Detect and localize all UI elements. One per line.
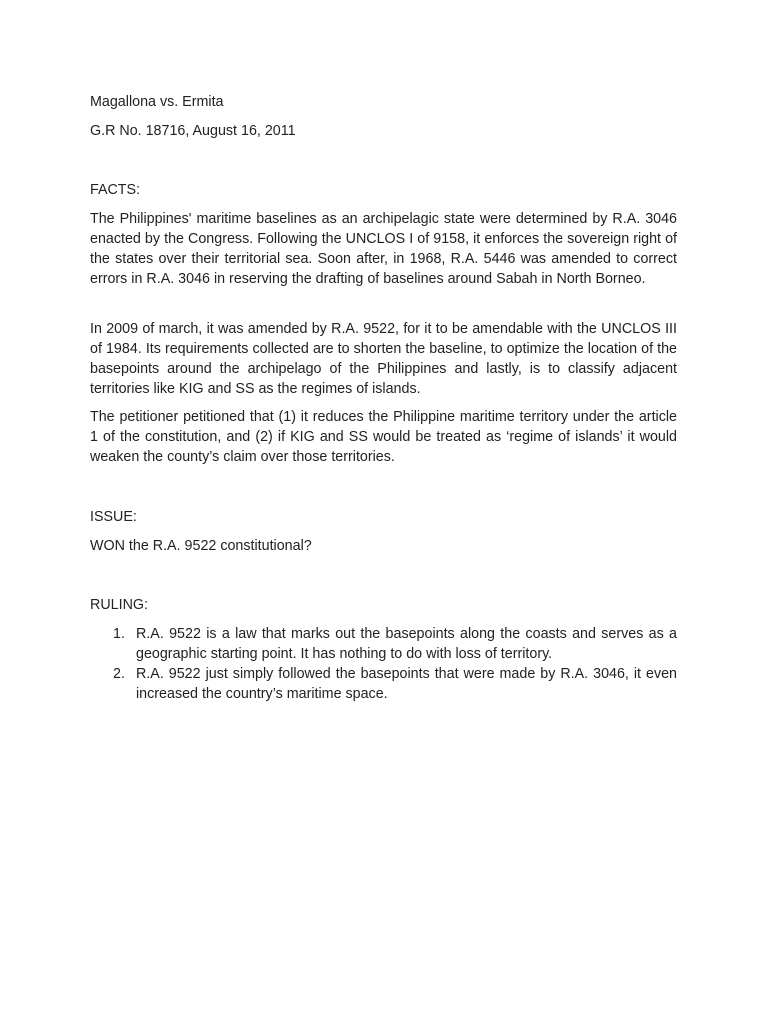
ruling-heading: RULING: [90, 597, 148, 613]
facts-paragraph-2: In 2009 of march, it was amended by R.A. 9522, for it to be amendable with the UNCLOS III of 1984. Its requirements collected are to shorten the baseline, to optimize the location of the basepoints around the archipelago of the Philippines and lastly, is to classify adjacent territories like KIG and SS as the regimes of islands. [90, 321, 677, 397]
ruling-item-1 [90, 624, 677, 664]
ruling-item-number: 2. [113, 666, 125, 682]
facts-heading: FACTS: [90, 182, 141, 198]
issue-heading: ISSUE: [90, 509, 137, 525]
ruling-item-2 [90, 664, 677, 704]
ruling-item-text: R.A. 9522 just simply followed the basepoints that were made by R.A. 3046, it even increased the country’s maritime space. [136, 666, 677, 702]
ruling-item-text: R.A. 9522 is a law that marks out the basepoints along the coasts and serves as a geographic starting point. It has nothing to do with loss of territory. [136, 626, 677, 662]
case-title: Magallona vs. Ermita [90, 94, 224, 110]
case-number: G.R No. 18716, August 16, 2011 [90, 123, 296, 139]
ruling-list [90, 624, 677, 704]
facts-paragraph-3: The petitioner petitioned that (1) it reduces the Philippine maritime territory under the article 1 of the constitution, and (2) if KIG and SS would be treated as ‘regime of islands’ it would weaken the county’s claim over those territories. [90, 409, 677, 465]
facts-paragraph-1: The Philippines' maritime baselines as an archipelagic state were determined by R.A. 3046 enacted by the Congress. Following the UNCLOS I of 9158, it enforces the sovereign right of the states over their territorial sea. Soon after, in 1968, R.A. 5446 was amended to correct errors in R.A. 3046 in reserving the drafting of baselines around Sabah in North Borneo. [90, 211, 677, 287]
ruling-item-number: 1. [113, 626, 125, 642]
issue-text: WON the R.A. 9522 constitutional? [90, 538, 312, 554]
